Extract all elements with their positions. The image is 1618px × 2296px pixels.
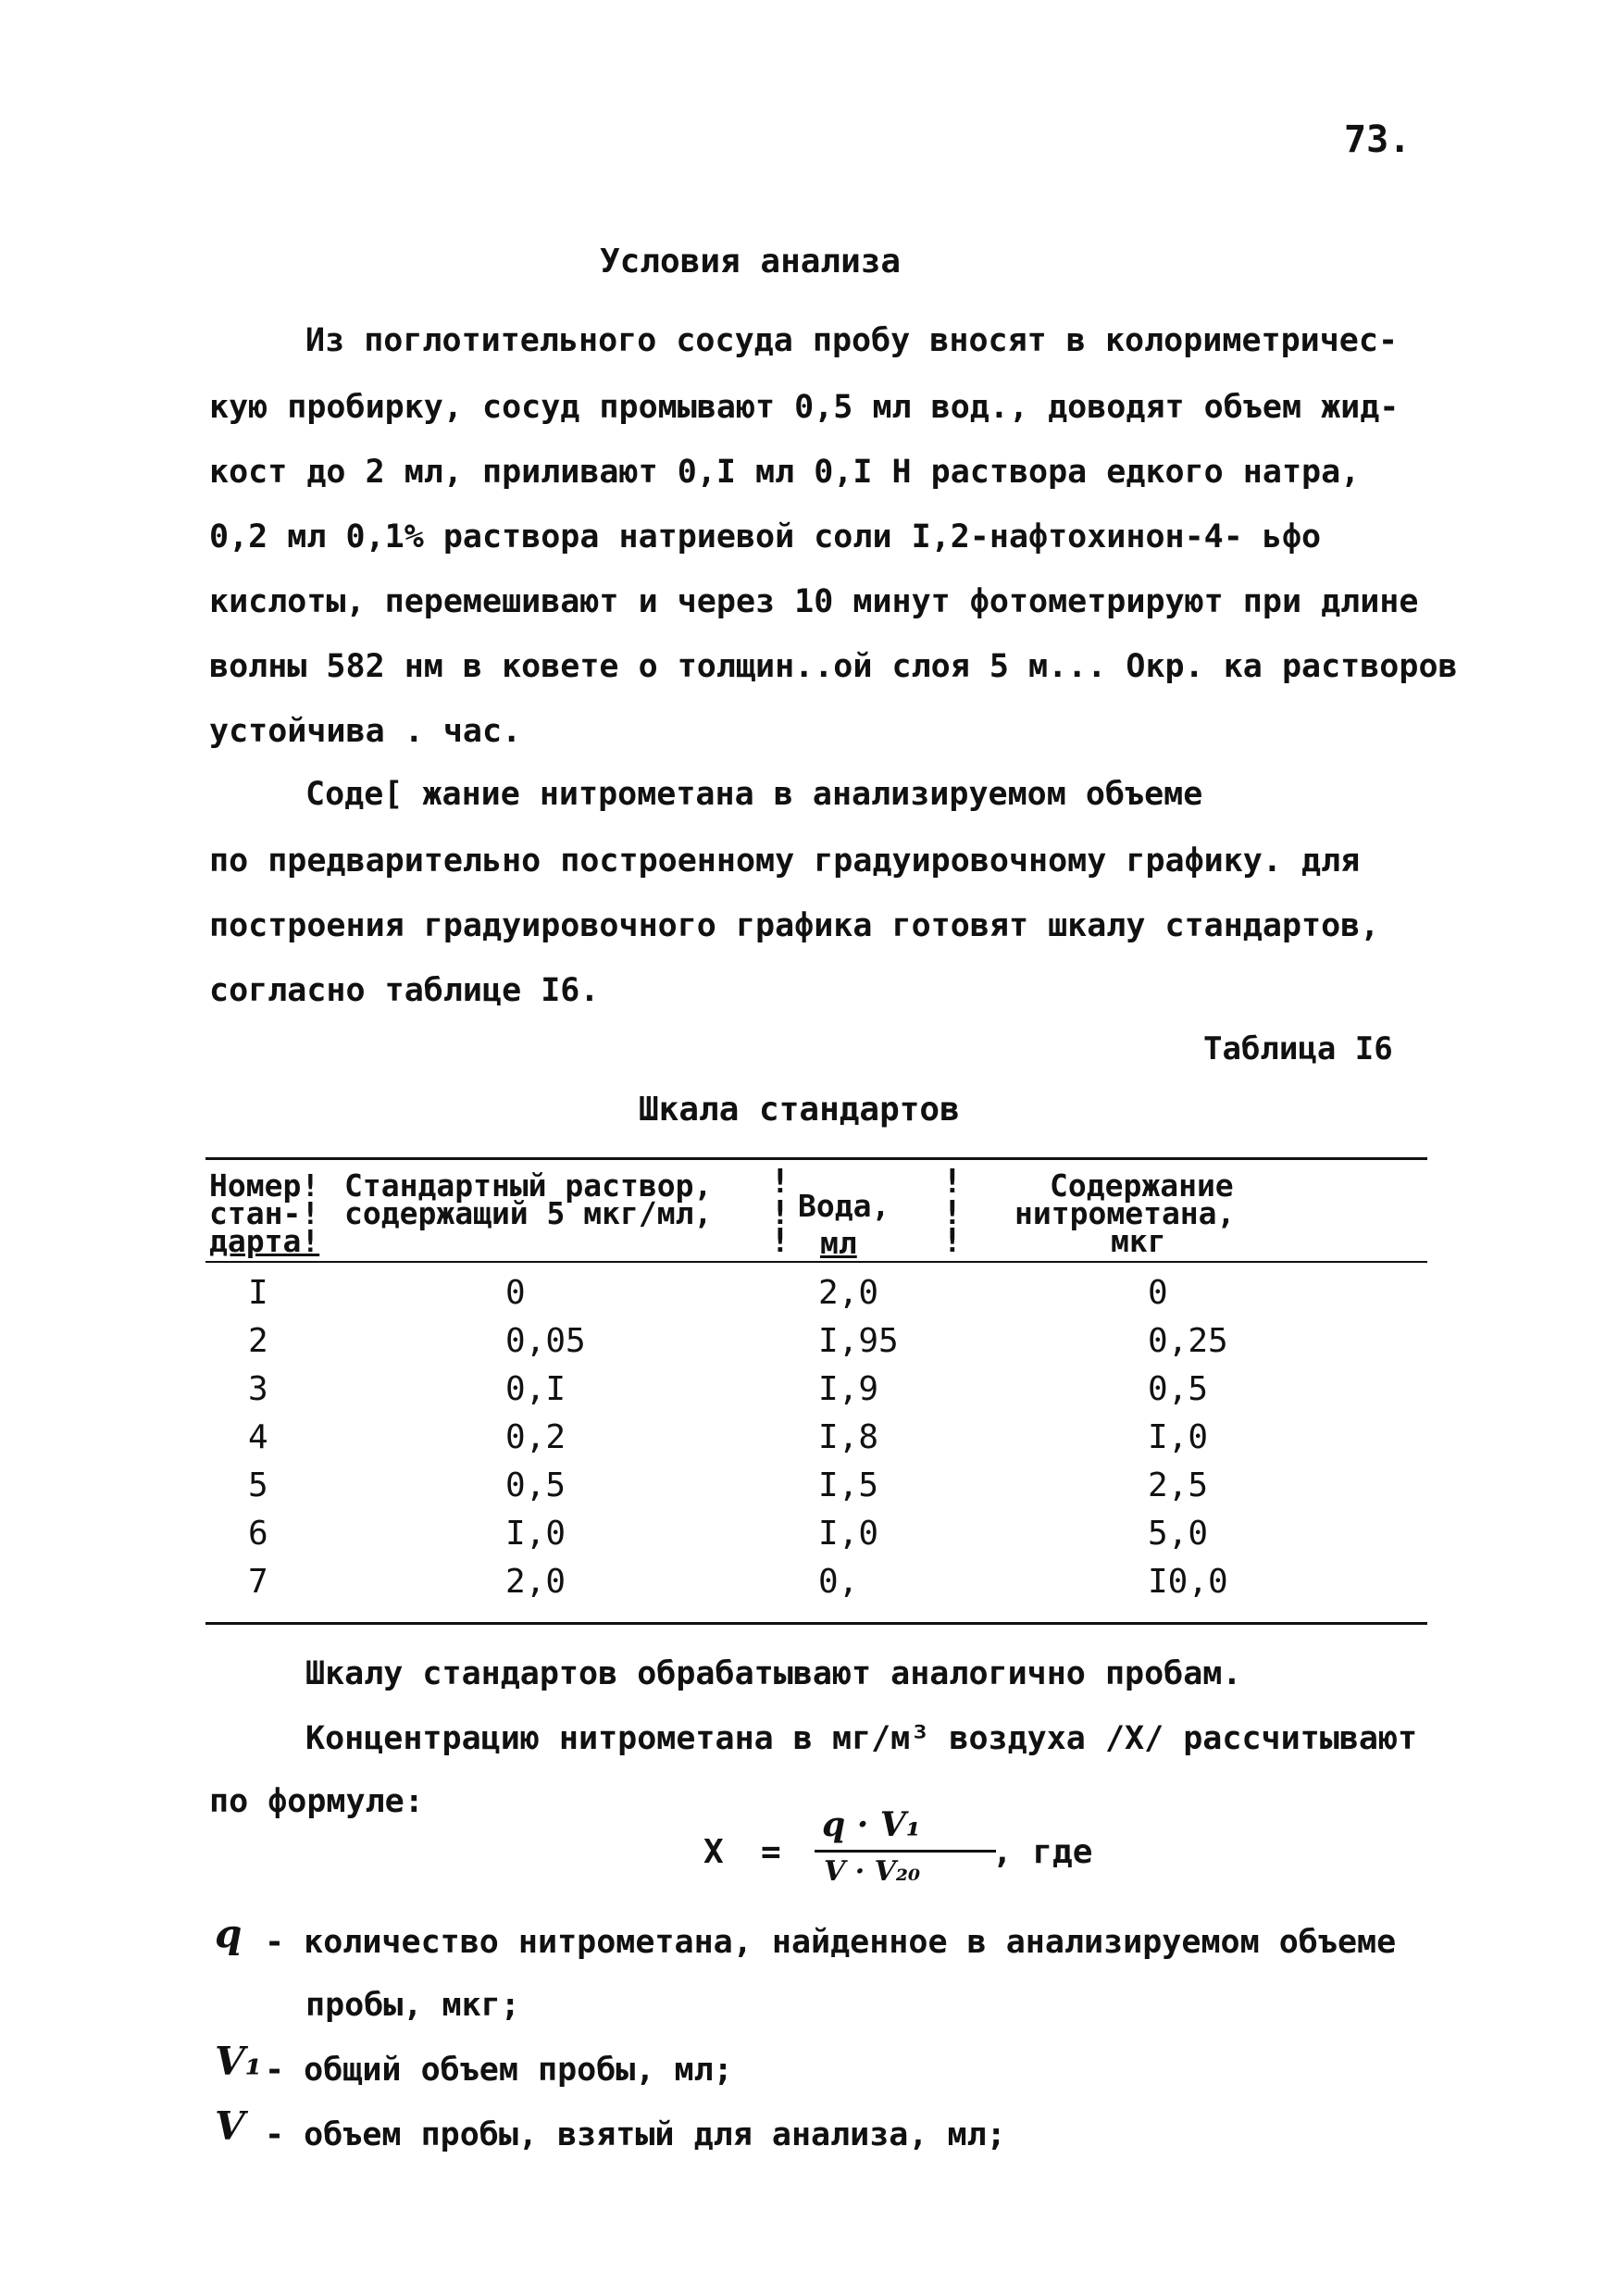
table-cell: I,8 — [818, 1418, 879, 1456]
header-water-1: Вода, — [798, 1188, 890, 1224]
paragraph-line: Соде[ жание нитрометана в анализируемом объеме — [305, 776, 1203, 813]
header-content-3: мкг — [1111, 1223, 1166, 1259]
table-cell: I,95 — [818, 1322, 899, 1360]
table-cell: 6 — [248, 1515, 268, 1553]
table-cell: 2,0 — [818, 1274, 879, 1312]
page-number: 73. — [1344, 119, 1412, 161]
header-number-2: стан-! — [209, 1195, 320, 1231]
header-number-3: дарта! — [209, 1223, 320, 1259]
formula-numerator: q · V₁ — [822, 1805, 921, 1844]
table-cell: 2,0 — [505, 1563, 566, 1601]
after-table-line: Шкалу стандартов обрабатывают аналогично пробам. — [305, 1655, 1242, 1692]
header-sep-2b: ! — [942, 1194, 963, 1232]
table-cell: 5,0 — [1148, 1515, 1209, 1553]
table-cell: 0 — [1148, 1274, 1168, 1312]
paragraph-line: построения градуировочного графика готовят шкалу стандартов, — [209, 907, 1380, 944]
header-sep-1: ! — [770, 1163, 790, 1201]
header-water-2: мл — [820, 1225, 857, 1261]
table-bottom-rule — [205, 1622, 1427, 1625]
header-sep-1c: ! — [770, 1222, 790, 1260]
table-cell: I,0 — [505, 1515, 566, 1553]
section-heading: Условия анализа — [600, 243, 902, 281]
table-cell: 7 — [248, 1563, 268, 1601]
table-cell: 4 — [248, 1418, 268, 1456]
after-table-line: Концентрацию нитрометана в мг/м³ воздуха /X/ рассчитывают — [305, 1720, 1418, 1757]
table-cell: 2 — [248, 1322, 268, 1360]
formula-eq: = — [761, 1833, 781, 1871]
table-cell: I,5 — [818, 1466, 879, 1504]
paragraph-line: устойчива . час. — [209, 713, 522, 750]
header-number-1: Номер! — [209, 1167, 320, 1204]
symbol-q: q — [215, 1911, 243, 1956]
paragraph-line: кую пробирку, сосуд промывают 0,5 мл вод., доводят объем жид- — [209, 389, 1400, 426]
table-cell: 0,5 — [1148, 1370, 1209, 1408]
table-caption: Таблица I6 — [1203, 1030, 1393, 1067]
header-sep-1b: ! — [770, 1194, 790, 1232]
table-top-rule — [205, 1157, 1427, 1160]
symbol-v: V — [215, 2103, 245, 2149]
definition-text: пробы, мкг; — [305, 1987, 520, 2024]
table-cell: I,9 — [818, 1370, 879, 1408]
header-solution-2: содержащий 5 мкг/мл, — [344, 1195, 713, 1231]
header-content-1: Содержание — [1050, 1167, 1234, 1204]
formula-denominator: V · V₂₀ — [824, 1855, 921, 1888]
table-cell: 3 — [248, 1370, 268, 1408]
header-content-2: нитрометана, — [1014, 1195, 1236, 1231]
fraction-bar — [815, 1850, 996, 1853]
table-title: Шкала стандартов — [639, 1091, 960, 1129]
table-cell: 5 — [248, 1466, 268, 1504]
definition-text: - объем пробы, взятый для анализа, мл; — [265, 2116, 1006, 2153]
formula-suffix: , где — [992, 1833, 1093, 1871]
paragraph-line: волны 582 нм в ковете о толщин..ой слоя 5 м... Окр. ка растворов — [209, 648, 1458, 685]
definition-text: - общий объем пробы, мл; — [265, 2052, 733, 2089]
paragraph-line: кислоты, перемешивают и через 10 минут фотометрируют при длине — [209, 583, 1419, 620]
table-cell: I,0 — [818, 1515, 879, 1553]
paragraph-line: по предварительно построенному градуировочному графику. для — [209, 842, 1361, 880]
symbol-v1: V₁ — [215, 2039, 262, 2084]
paragraph-line: 0,2 мл 0,1% раствора натриевой соли I,2-нафтохинон-4- ьфо — [209, 518, 1322, 555]
after-table-line: по формуле: — [209, 1783, 424, 1820]
table-cell: 0,2 — [505, 1418, 566, 1456]
table-cell: I0,0 — [1148, 1563, 1228, 1601]
header-solution-1: Стандартный раствор, — [344, 1167, 713, 1204]
table-cell: 0,25 — [1148, 1322, 1228, 1360]
table-cell: 0 — [505, 1274, 526, 1312]
paragraph-line: Из поглотительного сосуда пробу вносят в колориметричес- — [305, 322, 1399, 359]
header-sep-2c: ! — [942, 1222, 963, 1260]
table-cell: I — [248, 1274, 268, 1312]
table-cell: 0,I — [505, 1370, 566, 1408]
definition-text: - количество нитрометана, найденное в анализируемом объеме — [265, 1924, 1397, 1961]
table-cell: I,0 — [1148, 1418, 1209, 1456]
header-sep-2: ! — [942, 1163, 963, 1201]
formula-lhs: X — [703, 1833, 724, 1871]
table-cell: 2,5 — [1148, 1466, 1209, 1504]
table-cell: 0, — [818, 1563, 859, 1601]
paragraph-line: кост до 2 мл, приливают 0,I мл 0,I Н раствора едкого натра, — [209, 454, 1361, 491]
table-cell: 0,5 — [505, 1466, 566, 1504]
table-header-rule — [205, 1261, 1427, 1263]
table-cell: 0,05 — [505, 1322, 586, 1360]
paragraph-line: согласно таблице I6. — [209, 972, 600, 1009]
